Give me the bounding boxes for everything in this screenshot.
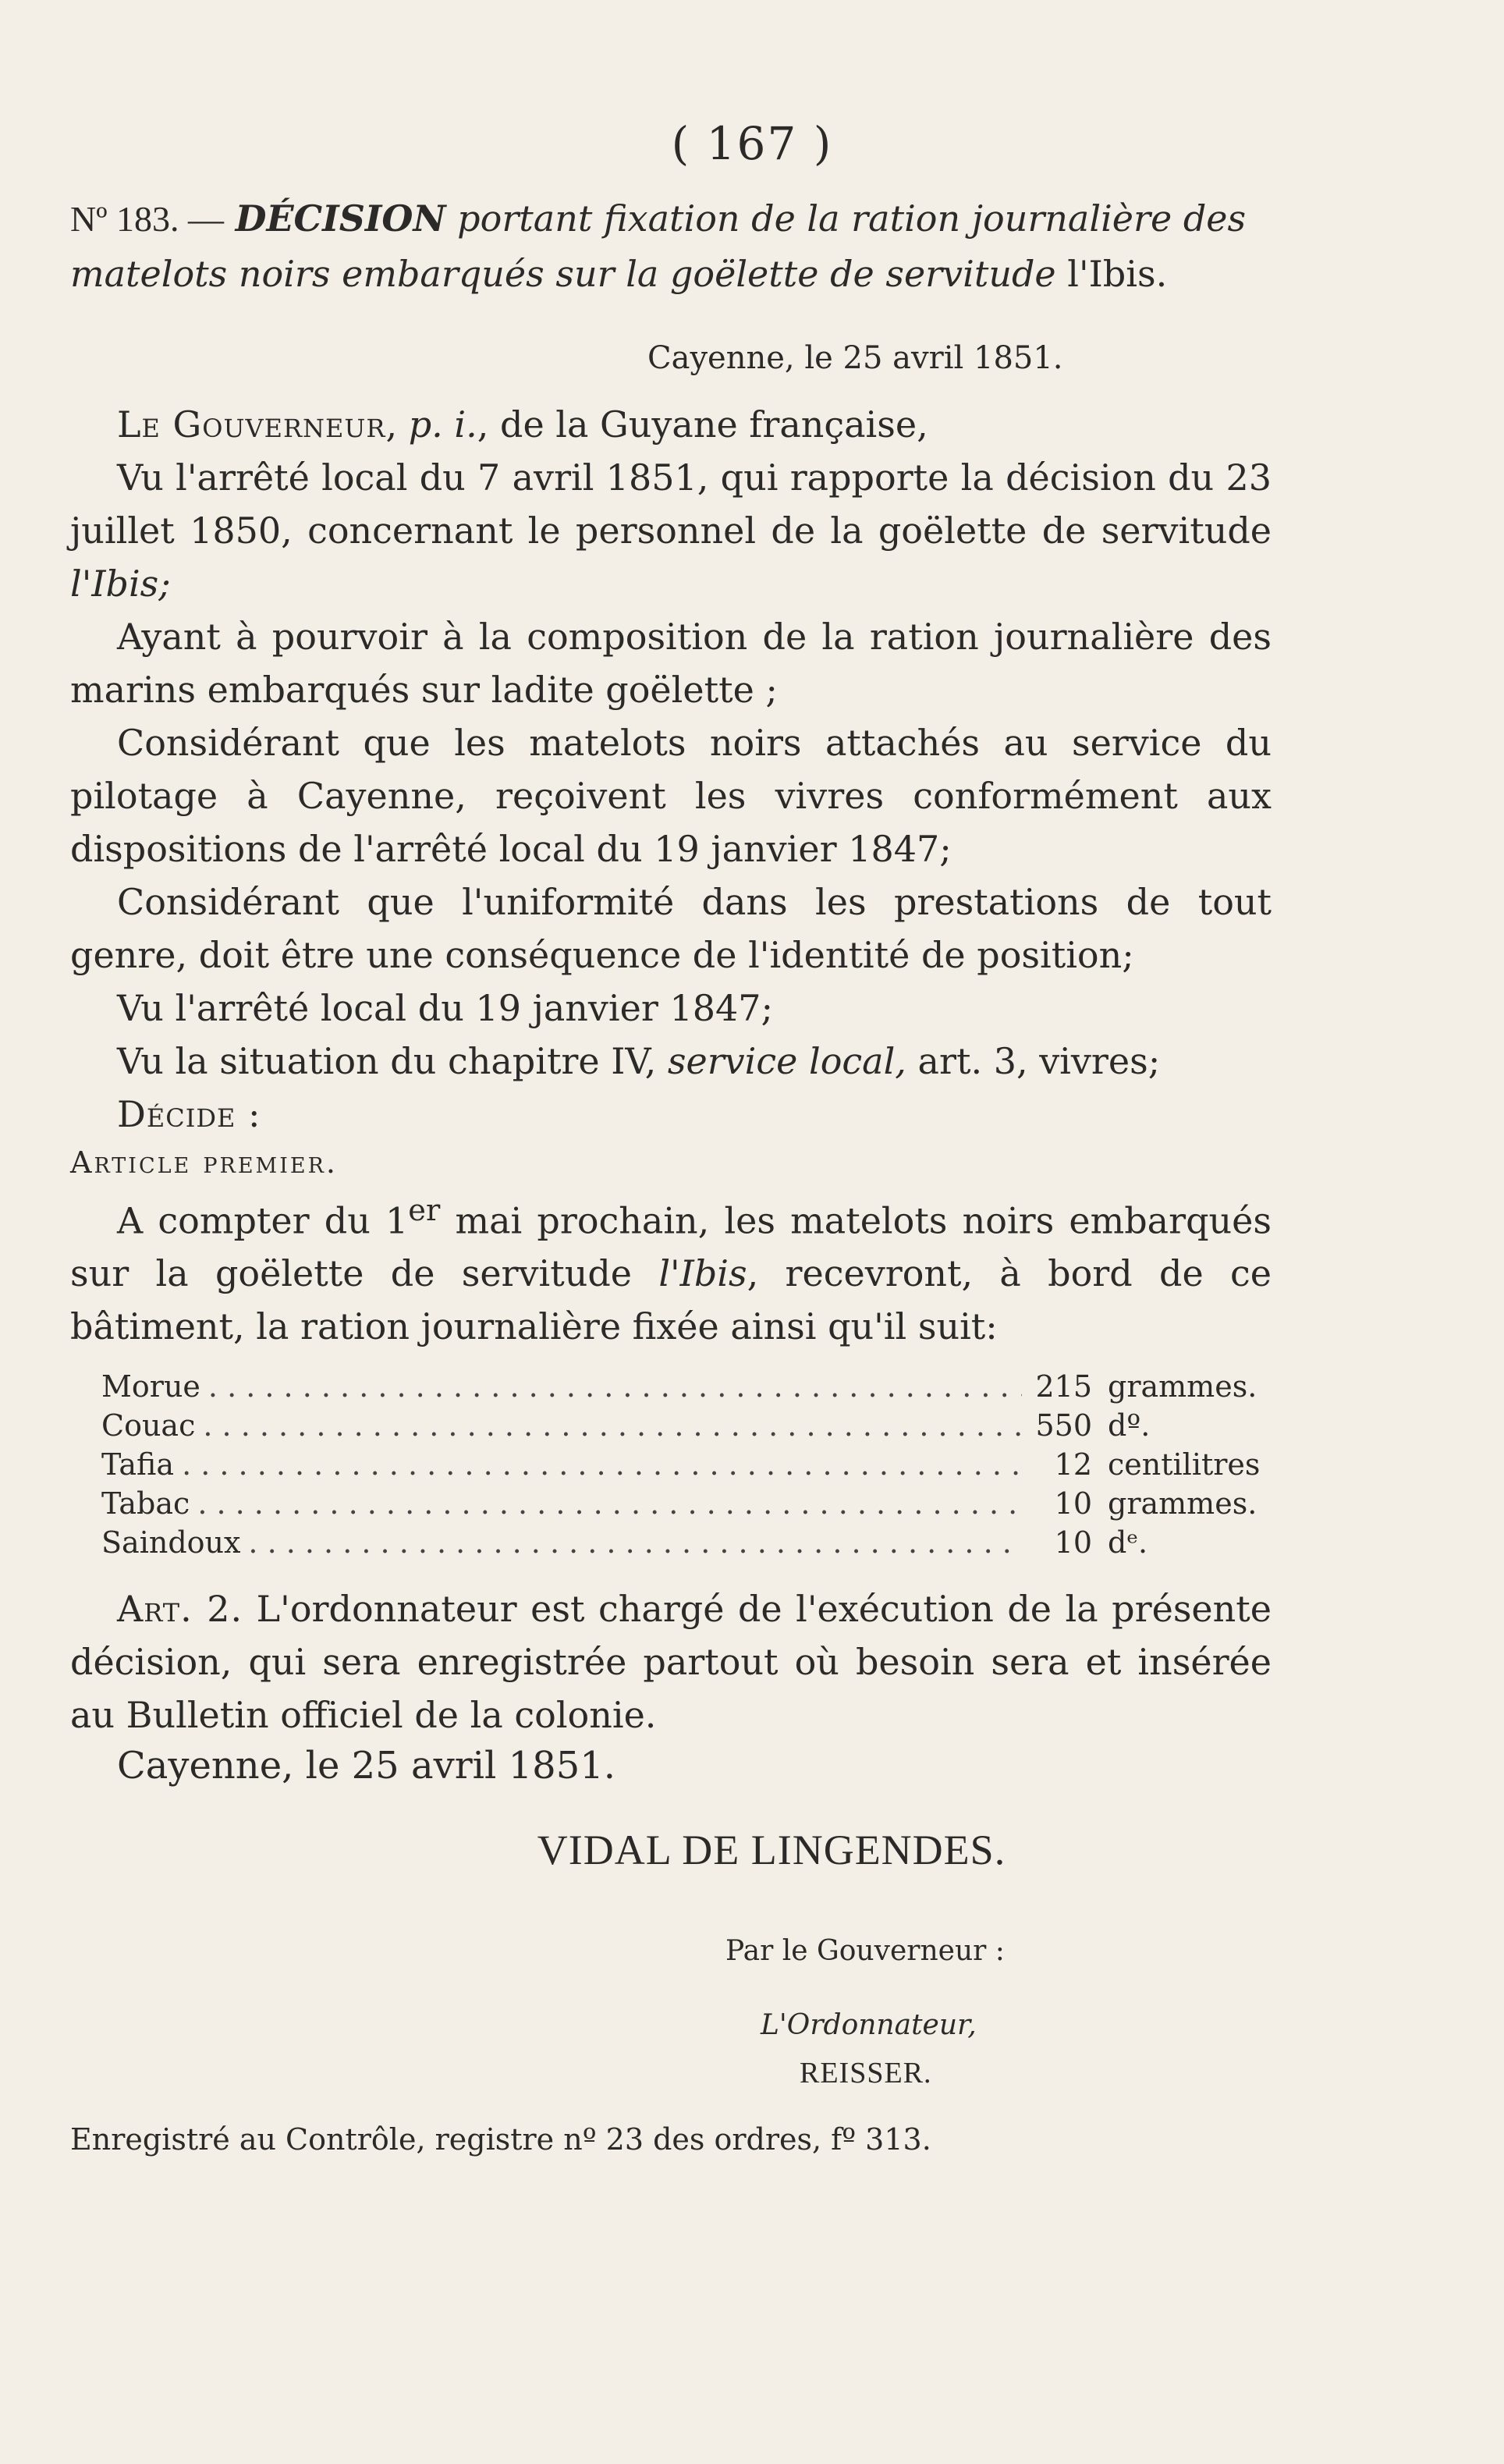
intro-line: Le Gouverneur, p. i., de la Guyane française, bbox=[117, 403, 928, 446]
decision-body bbox=[70, 398, 1272, 1353]
leader-dots bbox=[248, 1523, 1022, 1562]
ration-qty: 550 bbox=[1035, 1408, 1092, 1443]
considerant-paragraph bbox=[70, 716, 1272, 875]
article-premier-title: Article premier. bbox=[70, 1145, 338, 1180]
considerant-text: Ayant à pourvoir à la composition de la ration journalière des marins embarqués sur ladite goëlette ; bbox=[70, 616, 1272, 711]
ration-row bbox=[101, 1484, 1272, 1523]
considerant-paragraph bbox=[70, 451, 1272, 610]
leader-dots bbox=[197, 1484, 1022, 1523]
ration-qty: 12 bbox=[1054, 1447, 1092, 1482]
leader-dots bbox=[208, 1367, 1022, 1406]
ration-item: Tafia bbox=[101, 1447, 175, 1482]
ration-unit: dº. bbox=[1108, 1408, 1151, 1443]
decision-title-bold: DÉCISION bbox=[235, 197, 446, 240]
article-2-body: L'ordonnateur est chargé de l'exécution de la présente décision, qui sera enregistrée partout où besoin sera et insérée au Bulletin officiel de la colonie. bbox=[70, 1588, 1272, 1736]
article-text: mai prochain, les matelots noirs embarqués sur la goëlette de servitude bbox=[70, 1199, 1272, 1295]
article-2 bbox=[70, 1582, 1272, 1741]
article-2-text bbox=[70, 1582, 1272, 1741]
ordonnateur-title: L'Ordonnateur, bbox=[761, 2009, 977, 2041]
ration-row bbox=[101, 1406, 1272, 1445]
closing-date: Cayenne, le 25 avril 1851. bbox=[117, 1744, 616, 1788]
leader-dots bbox=[182, 1445, 1022, 1484]
considerant-paragraph bbox=[70, 1035, 1272, 1088]
ration-item: Tabac bbox=[101, 1486, 190, 1521]
leader-dots bbox=[203, 1406, 1022, 1445]
considerant-italic: service local, bbox=[667, 1040, 906, 1082]
decision-number: Nº 183. — bbox=[70, 199, 224, 239]
ration-item: Couac bbox=[101, 1408, 196, 1443]
considerant-paragraph bbox=[70, 610, 1272, 716]
article-2-label: Art. 2. bbox=[117, 1588, 243, 1630]
registration-note: Enregistré au Contrôle, registre nº 23 des ordres, fº 313. bbox=[70, 2122, 931, 2157]
ration-row bbox=[101, 1367, 1272, 1406]
article-text: , recevront, à bord de ce bâtiment, la ration journalière fixée ainsi qu'il suit: bbox=[70, 1252, 1272, 1348]
considerant-paragraph bbox=[70, 982, 1272, 1035]
considerant-italic: l'Ibis; bbox=[70, 563, 171, 605]
decision-heading bbox=[70, 191, 1272, 301]
ration-qty: 10 bbox=[1054, 1486, 1092, 1521]
pi-label: p. i. bbox=[408, 403, 477, 446]
ration-item: Saindoux bbox=[101, 1525, 241, 1560]
ration-unit: centilitres bbox=[1108, 1447, 1261, 1482]
article-text: A compter du 1 bbox=[117, 1199, 409, 1242]
ration-qty: 215 bbox=[1035, 1369, 1092, 1404]
decision-ship: l'Ibis. bbox=[1067, 253, 1168, 295]
ration-unit: grammes. bbox=[1108, 1486, 1257, 1521]
ration-item: Morue bbox=[101, 1369, 200, 1404]
ration-unit: grammes. bbox=[1108, 1369, 1257, 1404]
decision-title: portant fixation de la ration journalière des matelots noirs embarqués sur la goëlette de servitude bbox=[70, 197, 1247, 295]
considerant-text: Considérant que l'uniformité dans les prestations de tout genre, doit être une conséquence de l'identité de position; bbox=[70, 881, 1272, 976]
intro-rest: , de la Guyane française, bbox=[477, 403, 928, 446]
article-sup: er bbox=[408, 1193, 441, 1228]
governor-signature: VIDAL DE LINGENDES. bbox=[537, 1827, 1006, 1873]
ration-row bbox=[101, 1523, 1272, 1562]
ration-unit: dᵉ. bbox=[1108, 1525, 1148, 1560]
considerant-text: Considérant que les matelots noirs attachés au service du pilotage à Cayenne, reçoivent les vivres conformément aux dispositions de l'arrêté local du 19 janvier 1847; bbox=[70, 722, 1272, 870]
considerant-paragraph bbox=[70, 875, 1272, 982]
article-italic: l'Ibis bbox=[658, 1252, 747, 1295]
considerant-text: Vu l'arrêté local du 19 janvier 1847; bbox=[117, 987, 774, 1029]
article-premier-text bbox=[70, 1184, 1272, 1353]
considerant-tail: art. 3, vivres; bbox=[906, 1040, 1161, 1082]
page-number: ( 167 ) bbox=[671, 117, 833, 170]
par-le-gouverneur: Par le Gouverneur : bbox=[725, 1935, 1005, 1967]
ration-qty: 10 bbox=[1054, 1525, 1092, 1560]
ration-table bbox=[101, 1367, 1272, 1562]
considerant-text: Vu la situation du chapitre IV, bbox=[117, 1040, 668, 1082]
decide-label: Décide : bbox=[117, 1093, 261, 1135]
ration-row bbox=[101, 1445, 1272, 1484]
place-date: Cayenne, le 25 avril 1851. bbox=[647, 340, 1063, 376]
considerant-text: Vu l'arrêté local du 7 avril 1851, qui rapporte la décision du 23 juillet 1850, concernant le personnel de la goëlette de servitude bbox=[70, 456, 1272, 552]
ordonnateur-name: REISSER. bbox=[800, 2057, 932, 2089]
gouverneur-label: Le Gouverneur bbox=[117, 403, 386, 446]
